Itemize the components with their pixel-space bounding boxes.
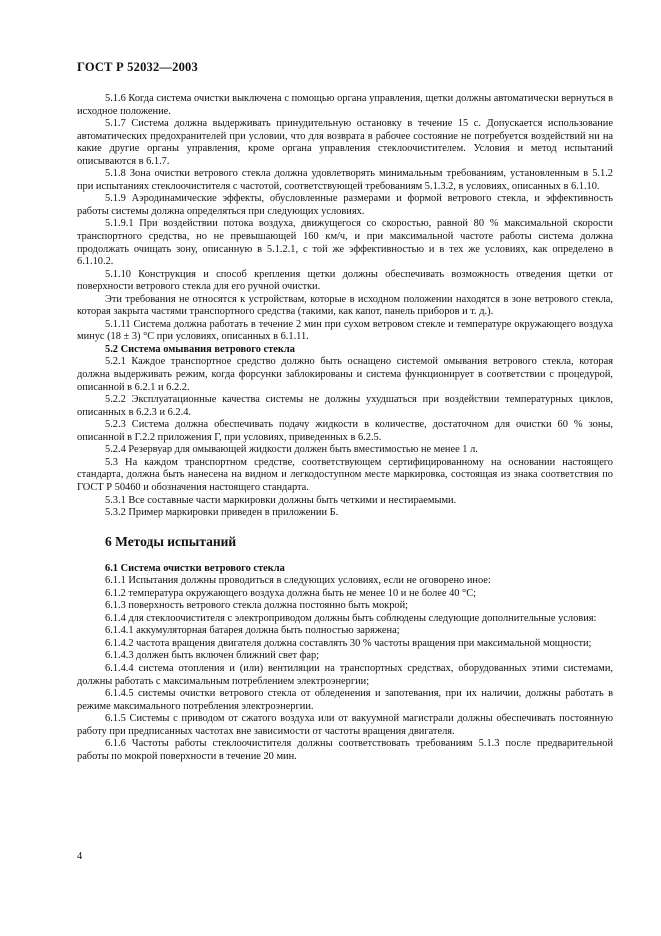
paragraph: 6.1.4.5 системы очистки ветрового стекла от обледенения и запотевания, при их наличии, должны работать в режиме максимального потребления электроэнергии. [77, 688, 613, 712]
paragraph: 5.2.4 Резервуар для омывающей жидкости должен быть вместимостью не менее 1 л. [105, 444, 478, 456]
paragraph: 5.1.8 Зона очистки ветрового стекла должна удовлетворять минимальным требованиям, установленным в 5.1.2 при испытаниях стеклоочистителя с частотой, соответствующей требованиям 5.1.3.2, в условиях, описанных в 6.1.10. [77, 168, 613, 192]
page-number: 4 [77, 851, 83, 862]
paragraph: 5.3 На каждом транспортном средстве, соответствующем сертифицированному на основании настоящего стандарта, должна быть нанесена на видном и легкодоступном месте маркировка, состоящая из знака соответствия по ГОСТ Р 50460 и обозначения настоящего стандарта. [77, 456, 613, 493]
paragraph: 5.1.6 Когда система очистки выключена с помощью органа управления, щетки должны автоматически вернуться в исходное положение. [77, 93, 613, 117]
paragraph: 6.1.4.1 аккумуляторная батарея должна быть полностью заряжена; [105, 625, 400, 637]
subheading-6-1: 6.1 Система очистки ветрового стекла [105, 562, 285, 574]
paragraph: 6.1.5 Системы с приводом от сжатого воздуха или от вакуумной магистрали должны обеспечивать постоянную работу при предписанных частотах вне зависимости от частоты вращения двигателя. [77, 713, 613, 737]
paragraph: 6.1.4.2 частота вращения двигателя должна составлять 30 % частоты вращения при максимальной мощности; [105, 637, 592, 649]
paragraph: 5.1.11 Система должна работать в течение 2 мин при сухом ветровом стекле и температуре окружающего воздуха минус (18 ± 3) °С при условиях, описанных в 6.1.11. [77, 318, 613, 343]
paragraph: 6.1.6 Частоты работы стеклоочистителя должны соответствовать требованиям 5.1.3 после предварительной работы по мокрой поверхности в течение 20 мин. [77, 738, 613, 762]
paragraph: 6.1.4.3 должен быть включен ближний свет фар; [105, 650, 320, 662]
paragraph: 5.1.7 Система должна выдерживать принудительную остановку в течение 15 с. Допускается использование автоматических предохранителей при условии, что для возврата в рабочее состояние не потребуется воздействий ни на какие другие органы управления, кроме органа управления стеклоочистителем. Условия и метод испытаний описываются в 6.1.7. [77, 118, 613, 167]
paragraph: 6.1.1 Испытания должны проводиться в следующих условиях, если не оговорено иное: [105, 575, 491, 587]
paragraph: 5.1.9.1 При воздействии потока воздуха, движущегося со скоростью, равной 80 % максимальной скорости транспортного средства, но не превышающей 160 км/ч, и при максимальной частоте работы система должна продолжать очищать зону, описанную в 5.1.2.1, с той же эффективностью и в тех же условиях, как определено в 6.1.10.2. [77, 218, 613, 268]
paragraph: 6.1.3 поверхность ветрового стекла должна постоянно быть мокрой; [105, 600, 409, 612]
paragraph: 5.3.2 Пример маркировки приведен в приложении Б. [105, 507, 339, 519]
subheading-5-2: 5.2 Система омывания ветрового стекла [105, 343, 295, 355]
paragraph: 5.1.10 Конструкция и способ крепления щетки должны обеспечивать возможность отведения щетки от поверхности ветрового стекла для его ручной очистки. [77, 268, 613, 293]
paragraph: 5.3.1 Все составные части маркировки должны быть четкими и нестираемыми. [105, 494, 457, 506]
section-heading-6: 6 Методы испытаний [105, 533, 237, 549]
paragraph: 5.2.3 Система должна обеспечивать подачу жидкости в количестве, достаточном для очистки 60 % зоны, описанной в Г.2.2 приложения Г, при условиях, приведенных в 6.2.5. [77, 419, 613, 443]
paragraph: 6.1.4 для стеклоочистителя с электроприводом должны быть соблюдены следующие дополнительные условия: [105, 612, 597, 624]
paragraph: 6.1.2 температура окружающего воздуха должна быть не менее 10 и не более 40 °С; [105, 587, 477, 599]
paragraph: 5.2.2 Эксплуатационные качества системы не должны ухудшаться при воздействии температурных циклов, описанных в 6.2.3 и 6.2.4. [77, 394, 613, 418]
document-header: ГОСТ Р 52032—2003 [77, 60, 198, 74]
paragraph: 6.1.4.4 система отопления и (или) вентиляции на транспортных средствах, оборудованных этими системами, должны работать с максимальным потреблением электроэнергии; [77, 662, 613, 687]
page-body [77, 93, 613, 763]
paragraph: 5.2.1 Каждое транспортное средство должно быть оснащено системой омывания ветрового стекла, которая должна выдерживать режим, когда форсунки заблокированы и система функционирует в соответствии с процедурой, описанной в 6.2.1 и 6.2.2. [77, 356, 613, 393]
paragraph: Эти требования не относятся к устройствам, которые в исходном положении находятся в зоне ветрового стекла, которая закрыта частями транспортного средства (такими, как капот, панель приборов и т. д.). [77, 293, 613, 318]
paragraph: 5.1.9 Аэродинамические эффекты, обусловленные размерами и формой ветрового стекла, и эффективность работы системы должна определяться при следующих условиях. [77, 193, 613, 217]
